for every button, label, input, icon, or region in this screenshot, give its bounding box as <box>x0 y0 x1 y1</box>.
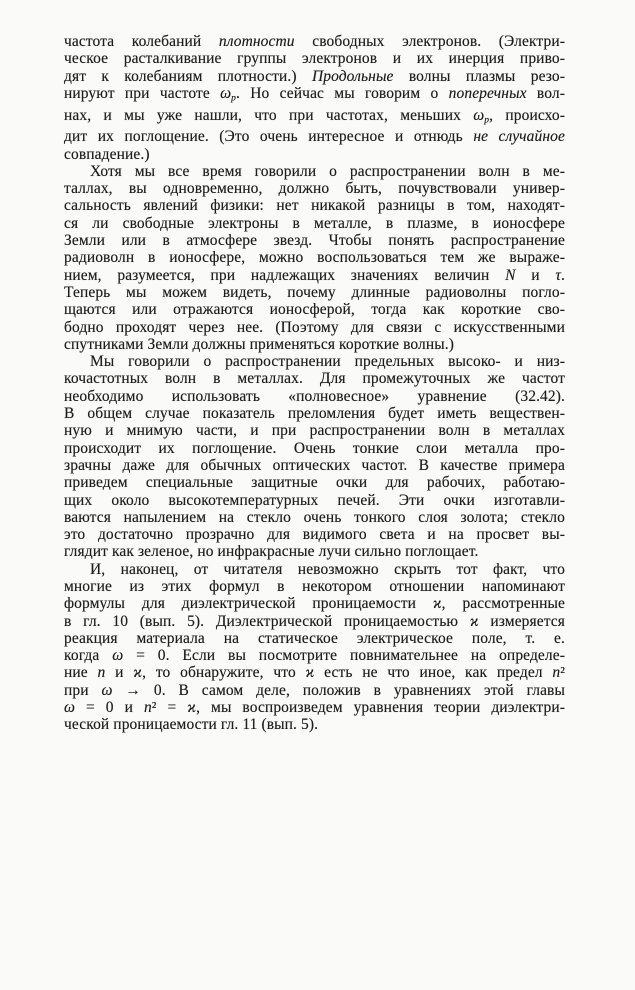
text-line <box>64 353 565 370</box>
text-run: приведем специальные защитные очки для рабочих, работаю- <box>64 474 565 492</box>
italic-run: ϰ <box>469 612 479 630</box>
text-run: дит их поглощение. (Это очень интересное и отнюдь <box>64 128 474 146</box>
text-run: многие из этих формул в некотором отношении напоминают <box>64 577 565 595</box>
text-line <box>64 716 565 733</box>
text-line <box>64 85 565 107</box>
text-run: спутниками Земли должны применяться короткие волны.) <box>64 335 455 353</box>
text-line <box>64 578 565 595</box>
text-run: реакция материала на статическое электрическое поле, т. е. <box>64 629 565 647</box>
text-run: ваются напылением на стекло очень тонкого слоя золота; стекло <box>64 508 565 526</box>
text-run: дят к колебаниям плотности.) <box>64 67 312 85</box>
text-line <box>64 492 565 509</box>
paragraph-4 <box>64 561 565 734</box>
italic-run: поперечных <box>448 84 527 102</box>
text-run: формулы для диэлектрической проницаемости <box>64 595 433 613</box>
italic-run: ϰ <box>187 699 197 717</box>
text-run: = 0 и <box>75 699 144 717</box>
text-run: в гл. 10 (вып. 5). Диэлектрической проницаемостью <box>64 612 470 630</box>
text-run: В общем случае показатель преломления будет иметь веществен- <box>64 405 565 423</box>
text-line <box>64 474 565 491</box>
text-line <box>64 197 565 214</box>
text-line <box>64 543 565 560</box>
text-run: есть не что иное, как предел <box>314 664 553 682</box>
text-run: зрачны даже для обычных оптических частот. В качестве примера <box>64 456 565 474</box>
text-run: , то обнаружите, что <box>142 664 306 682</box>
italic-run: ω <box>112 647 124 665</box>
text-run: совпадение.) <box>64 145 150 163</box>
text-line <box>64 440 565 457</box>
text-run: это достаточно прозрачно для видимого света и на просвет вы- <box>64 526 565 544</box>
text-line <box>64 613 565 630</box>
text-line <box>64 336 565 353</box>
text-run: Теперь мы можем видеть, почему длинные радиоволны погло- <box>64 283 565 301</box>
text-line <box>64 682 565 699</box>
italic-run: n <box>143 699 152 717</box>
italic-run: плотности <box>218 33 295 50</box>
text-run: происходит их поглощение. Очень тонкие слои металла про- <box>64 439 565 457</box>
text-run: ние <box>64 664 98 682</box>
italic-run: τ <box>555 266 561 284</box>
text-run: волны плазмы резо- <box>393 67 566 85</box>
text-line <box>64 301 565 318</box>
text-line <box>64 128 565 145</box>
text-line <box>64 215 565 232</box>
text-run: свободных электронов. (Электри- <box>294 33 565 50</box>
paragraph-2 <box>64 163 565 353</box>
text-line <box>64 526 565 543</box>
text-run: измеряется <box>478 612 566 630</box>
text-run: бодно проходят через нее. (Поэтому для связи с искусственными <box>64 318 565 336</box>
text-run: щих около высокотемпературных печей. Эти очки изготавли- <box>64 491 565 509</box>
text-line <box>64 664 565 681</box>
text-run: вол- <box>526 84 565 102</box>
italic-run: ϰ <box>305 664 315 682</box>
text-line <box>64 33 565 50</box>
text-line <box>64 319 565 336</box>
text-line <box>64 370 565 387</box>
text-run: → 0. В самом деле, положив в уравнениях этой главы <box>112 681 565 699</box>
text-run: сальность явлений физики: нет никакой разницы в том, находят- <box>64 197 565 215</box>
text-run: нируют при частоте <box>64 84 221 102</box>
italic-run: ω <box>473 106 485 124</box>
text-line <box>64 509 565 526</box>
text-line <box>64 180 565 197</box>
italic-run: не случайное <box>473 128 565 146</box>
text-run: . <box>561 266 565 284</box>
text-run: и <box>515 266 556 284</box>
text-run: ² <box>560 664 565 682</box>
text-run: . Но сейчас мы говорим о <box>235 84 449 102</box>
text-line <box>64 146 565 163</box>
text-run: глядит как зеленое, но инфракрасные лучи сильно поглощает. <box>64 543 479 561</box>
text-line <box>64 107 565 129</box>
paragraph-1 <box>64 33 565 163</box>
text-line <box>64 595 565 612</box>
text-run: кочастотных волн в металлах. Для промежуточных же частот <box>64 370 565 388</box>
text-line <box>64 388 565 405</box>
text-run: ся ли свободные электроны в металле, в плазме, в ионосфере <box>64 214 565 232</box>
text-line <box>64 284 565 301</box>
text-run: радиоволн в ионосфере, можно воспользоваться тем же выраже- <box>64 249 565 267</box>
text-line <box>64 50 565 67</box>
text-run: когда <box>64 647 113 665</box>
italic-run: ω <box>101 681 113 699</box>
text-run: при <box>64 681 102 699</box>
text-line <box>64 249 565 266</box>
italic-run: N <box>505 266 516 284</box>
text-line <box>64 561 565 578</box>
text-run: ческое расталкивание группы электронов и их инерция приво- <box>64 50 565 68</box>
text-run: , происхо- <box>489 106 565 124</box>
text-run: ² = <box>151 699 188 717</box>
italic-run: ϰ <box>432 595 442 613</box>
text-run: щаются или отражаются ионосферой, тогда как короткие сво- <box>64 301 565 319</box>
text-line <box>64 422 565 439</box>
text-run: необходимо использовать «полновесное» уравнение (32.42). <box>64 387 565 405</box>
text-run: ческой проницаемости гл. 11 (вып. 5). <box>64 716 319 734</box>
text-line <box>64 68 565 85</box>
text-line <box>64 232 565 249</box>
subscript-run: p <box>484 113 490 125</box>
text-run: таллах, вы одновременно, должно быть, почувствовали универ- <box>64 180 565 198</box>
text-run: , рассмотренные <box>441 595 565 613</box>
paragraph-3 <box>64 353 565 561</box>
text-run: частота колебаний <box>64 33 219 50</box>
text-run: ную и мнимую части, и при распространении волн в металлах <box>64 422 565 440</box>
text-run: , мы воспроизведем уравнения теории диэлектри- <box>196 699 565 717</box>
text-line <box>64 457 565 474</box>
text-line <box>64 267 565 284</box>
text-line <box>64 630 565 647</box>
text-line <box>64 647 565 664</box>
text-run: Мы говорили о распространении предельных высоко- и низ- <box>90 353 565 371</box>
text-line <box>64 405 565 422</box>
text-line <box>64 699 565 716</box>
italic-run: ω <box>220 84 232 102</box>
text-run: = 0. Если вы посмотрите повнимательнее на определе- <box>123 647 565 665</box>
text-run: и <box>105 664 134 682</box>
italic-run: n <box>97 664 106 682</box>
subscript-run: p <box>231 92 236 104</box>
italic-run: ϰ <box>133 664 143 682</box>
italic-run: Продольные <box>311 67 394 85</box>
text-run: Хотя мы все время говорили о распространении волн в ме- <box>90 162 565 180</box>
text-run: нием, разумеется, при надлежащих значениях величин <box>64 266 506 284</box>
text-run: нах, и мы уже нашли, что при частотах, меньших <box>64 106 474 124</box>
page-text-block <box>64 33 565 734</box>
italic-run: n <box>552 664 561 682</box>
text-line <box>64 163 565 180</box>
italic-run: ω <box>64 699 76 717</box>
text-run: Земли или в атмосфере звезд. Чтобы понять распространение <box>64 232 565 250</box>
text-run: И, наконец, от читателя невозможно скрыть тот факт, что <box>90 560 565 578</box>
